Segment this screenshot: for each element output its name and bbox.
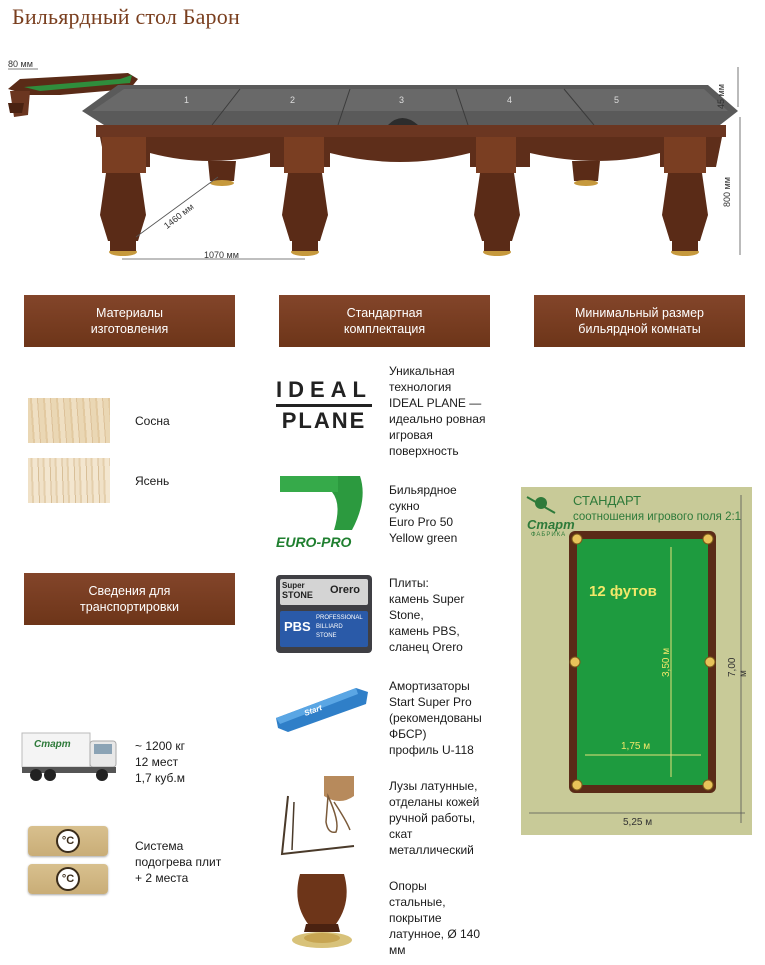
standard-kit-header: Стандартная комплектация	[279, 295, 490, 347]
thermostat-image	[28, 826, 108, 856]
slate-text: Плиты: камень Super Stone, камень PBS, сланец Orero	[389, 576, 465, 654]
page-title: Бильярдный стол Барон	[12, 4, 240, 29]
material-label: Сосна	[135, 414, 170, 428]
transport-header: Сведения для транспортировки	[24, 573, 235, 625]
cushion-image: Start	[272, 682, 372, 734]
room-length-label: 7,00 м	[727, 657, 749, 677]
support-text: Опоры стальные, покрытие латунное, Ø 140 мм	[389, 879, 481, 957]
field-width-label: 1,75 м	[621, 741, 651, 752]
cloth-text: Бильярдное сукно Euro Pro 50 Yellow green	[389, 483, 458, 545]
room-width-label: 5,25 м	[623, 817, 653, 828]
slate-logo: Super STONE Orero PBS PROFESSIONAL BILLIARD STONE	[276, 575, 372, 653]
leg-support-image	[282, 872, 362, 952]
table-size-label: 12 футов	[589, 583, 657, 600]
slate-number: 4	[507, 95, 513, 105]
table-illustration	[0, 45, 765, 275]
room-size-header: Минимальный размер бильярдной комнаты	[534, 295, 745, 347]
thermometer-icon: °C	[56, 867, 80, 891]
rail-width-label: 80 мм	[8, 59, 33, 69]
truck-image	[20, 727, 120, 785]
room-brand-sub: ФАБРИКА	[531, 532, 567, 538]
table-diagram	[0, 45, 765, 275]
field-length-label: 3,50 м	[661, 647, 672, 677]
materials-header: Материалы изготовления	[24, 295, 235, 347]
leg-depth-label: 1460 мм	[162, 201, 196, 231]
pine-swatch	[28, 398, 110, 443]
room-brand: Старт	[527, 517, 575, 532]
pocket-text: Лузы латунные, отделаны кожей ручной работы, скат металлический	[389, 779, 480, 857]
pocket-image	[274, 772, 370, 858]
transport-info: ~ 1200 кг 12 мест 1,7 куб.м	[135, 739, 185, 785]
leg-span-label: 1070 мм	[204, 250, 239, 260]
ideal-plane-text: Уникальная технология IDEAL PLANE — идеально ровная игровая поверхность	[389, 364, 486, 458]
slate-number: 3	[399, 95, 405, 105]
material-label: Ясень	[135, 474, 170, 488]
cushion-text: Амортизаторы Start Super Pro (рекомендованы ФБСР) профиль U-118	[389, 679, 482, 757]
room-diagram	[521, 487, 752, 835]
room-heading: СТАНДАРТ	[573, 493, 642, 508]
thermostat-image	[28, 864, 108, 894]
thermometer-icon: °C	[56, 829, 80, 853]
slate-number: 2	[290, 95, 296, 105]
ash-swatch	[28, 458, 110, 503]
euro-pro-logo: EURO-PRO	[272, 470, 368, 556]
height-label: 800 мм	[722, 177, 732, 207]
truck-brand: Старт	[34, 739, 71, 750]
heating-info: Система подогрева плит + 2 места	[135, 839, 222, 885]
ideal-plane-logo: IDEAL PLANE	[276, 377, 372, 433]
slate-number: 1	[184, 95, 190, 105]
room-subheading: соотношения игрового поля 2:1	[573, 511, 742, 523]
slate-number: 5	[614, 95, 620, 105]
top-thickness-label: 45 мм	[716, 84, 726, 109]
